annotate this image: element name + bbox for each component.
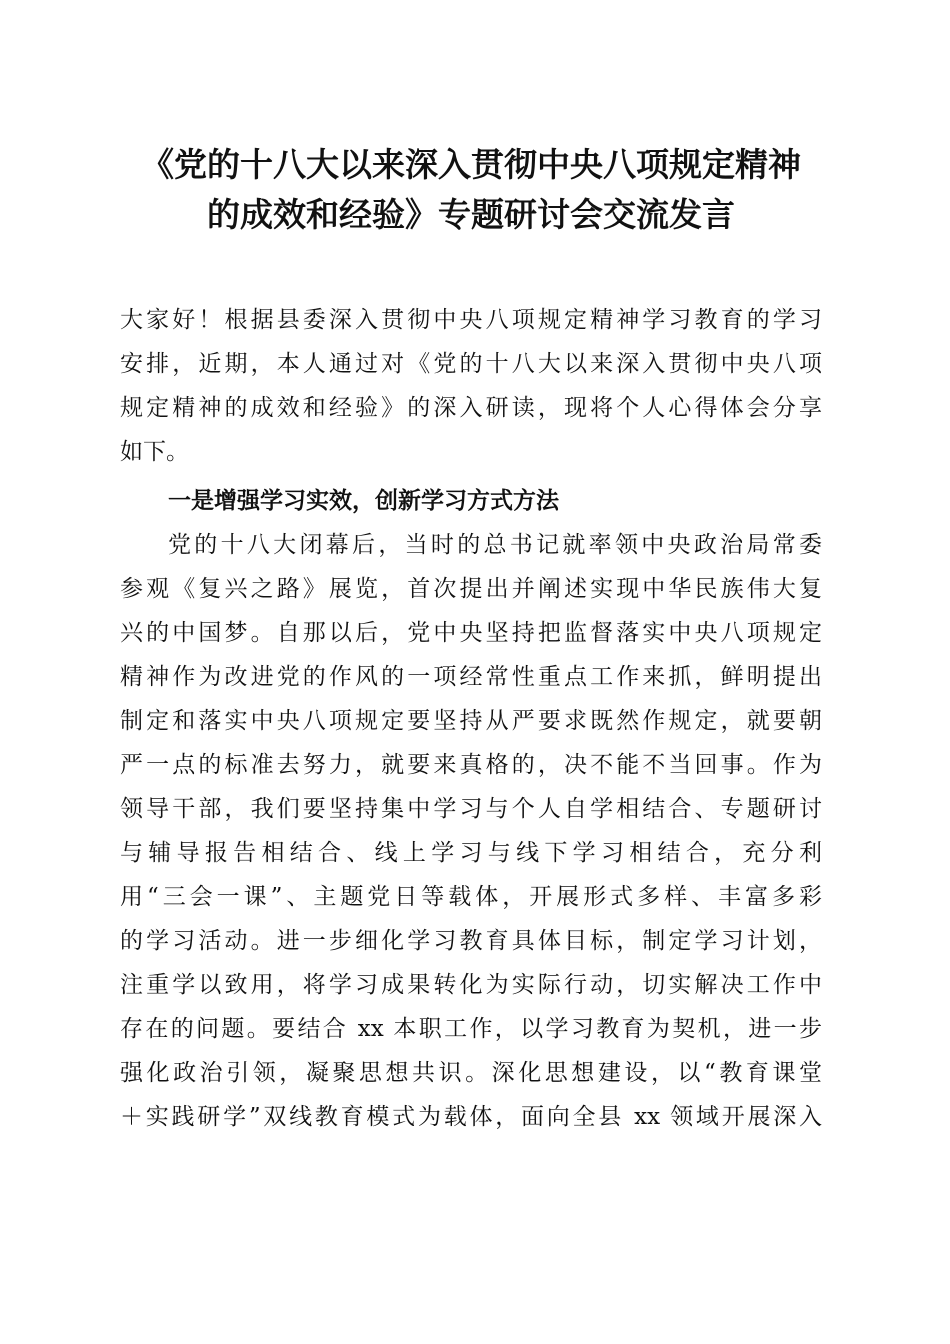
paragraph-line: 严一点的标准去努力，就要来真格的，决不能不当回事。作为 [120, 752, 822, 778]
paragraph-line: 大家好！根据县委深入贯彻中央八项规定精神学习教育的学习 [120, 307, 822, 333]
document-title [120, 140, 822, 240]
paragraph-line: 安排，近期，本人通过对《党的十八大以来深入贯彻中央八项 [120, 351, 822, 377]
paragraph-line: 如下。 [120, 439, 189, 465]
paragraph-line: ＋实践研学”双线教育模式为载体，面向全县 xx 领域开展深入 [120, 1104, 822, 1130]
title-line: 的成效和经验》专题研讨会交流发言 [207, 195, 735, 234]
section-heading: 一是增强学习实效，创新学习方式方法 [168, 487, 559, 514]
paragraph-line: 参观《复兴之路》展览，首次提出并阐述实现中华民族伟大复 [120, 576, 822, 602]
title-line: 《党的十八大以来深入贯彻中央八项规定精神 [141, 145, 801, 184]
paragraph-line: 精神作为改进党的作风的一项经常性重点工作来抓，鲜明提出 [120, 664, 822, 690]
paragraph-line: 规定精神的成效和经验》的深入研读，现将个人心得体会分享 [120, 395, 822, 421]
paragraph-line: 领导干部，我们要坚持集中学习与个人自学相结合、专题研讨 [120, 796, 822, 822]
paragraph-line: 党的十八大闭幕后，当时的总书记就率领中央政治局常委 [168, 532, 822, 558]
document-body [120, 298, 822, 1139]
paragraph-line: 用“三会一课”、主题党日等载体，开展形式多样、丰富多彩 [120, 884, 822, 910]
paragraph-line: 强化政治引领，凝聚思想共识。深化思想建设，以“教育课堂 [120, 1060, 822, 1086]
paragraph-line: 的学习活动。进一步细化学习教育具体目标，制定学习计划， [120, 928, 822, 954]
paragraph-line: 存在的问题。要结合 xx 本职工作，以学习教育为契机，进一步 [120, 1016, 822, 1042]
section-paragraph [120, 523, 822, 1139]
paragraph-line: 与辅导报告相结合、线上学习与线下学习相结合，充分利 [120, 840, 822, 866]
paragraph-line: 制定和落实中央八项规定要坚持从严要求既然作规定，就要朝 [120, 708, 822, 734]
paragraph-line: 注重学以致用，将学习成果转化为实际行动，切实解决工作中 [120, 972, 822, 998]
paragraph-line: 兴的中国梦。自那以后，党中央坚持把监督落实中央八项规定 [120, 620, 822, 646]
intro-paragraph [120, 298, 822, 474]
